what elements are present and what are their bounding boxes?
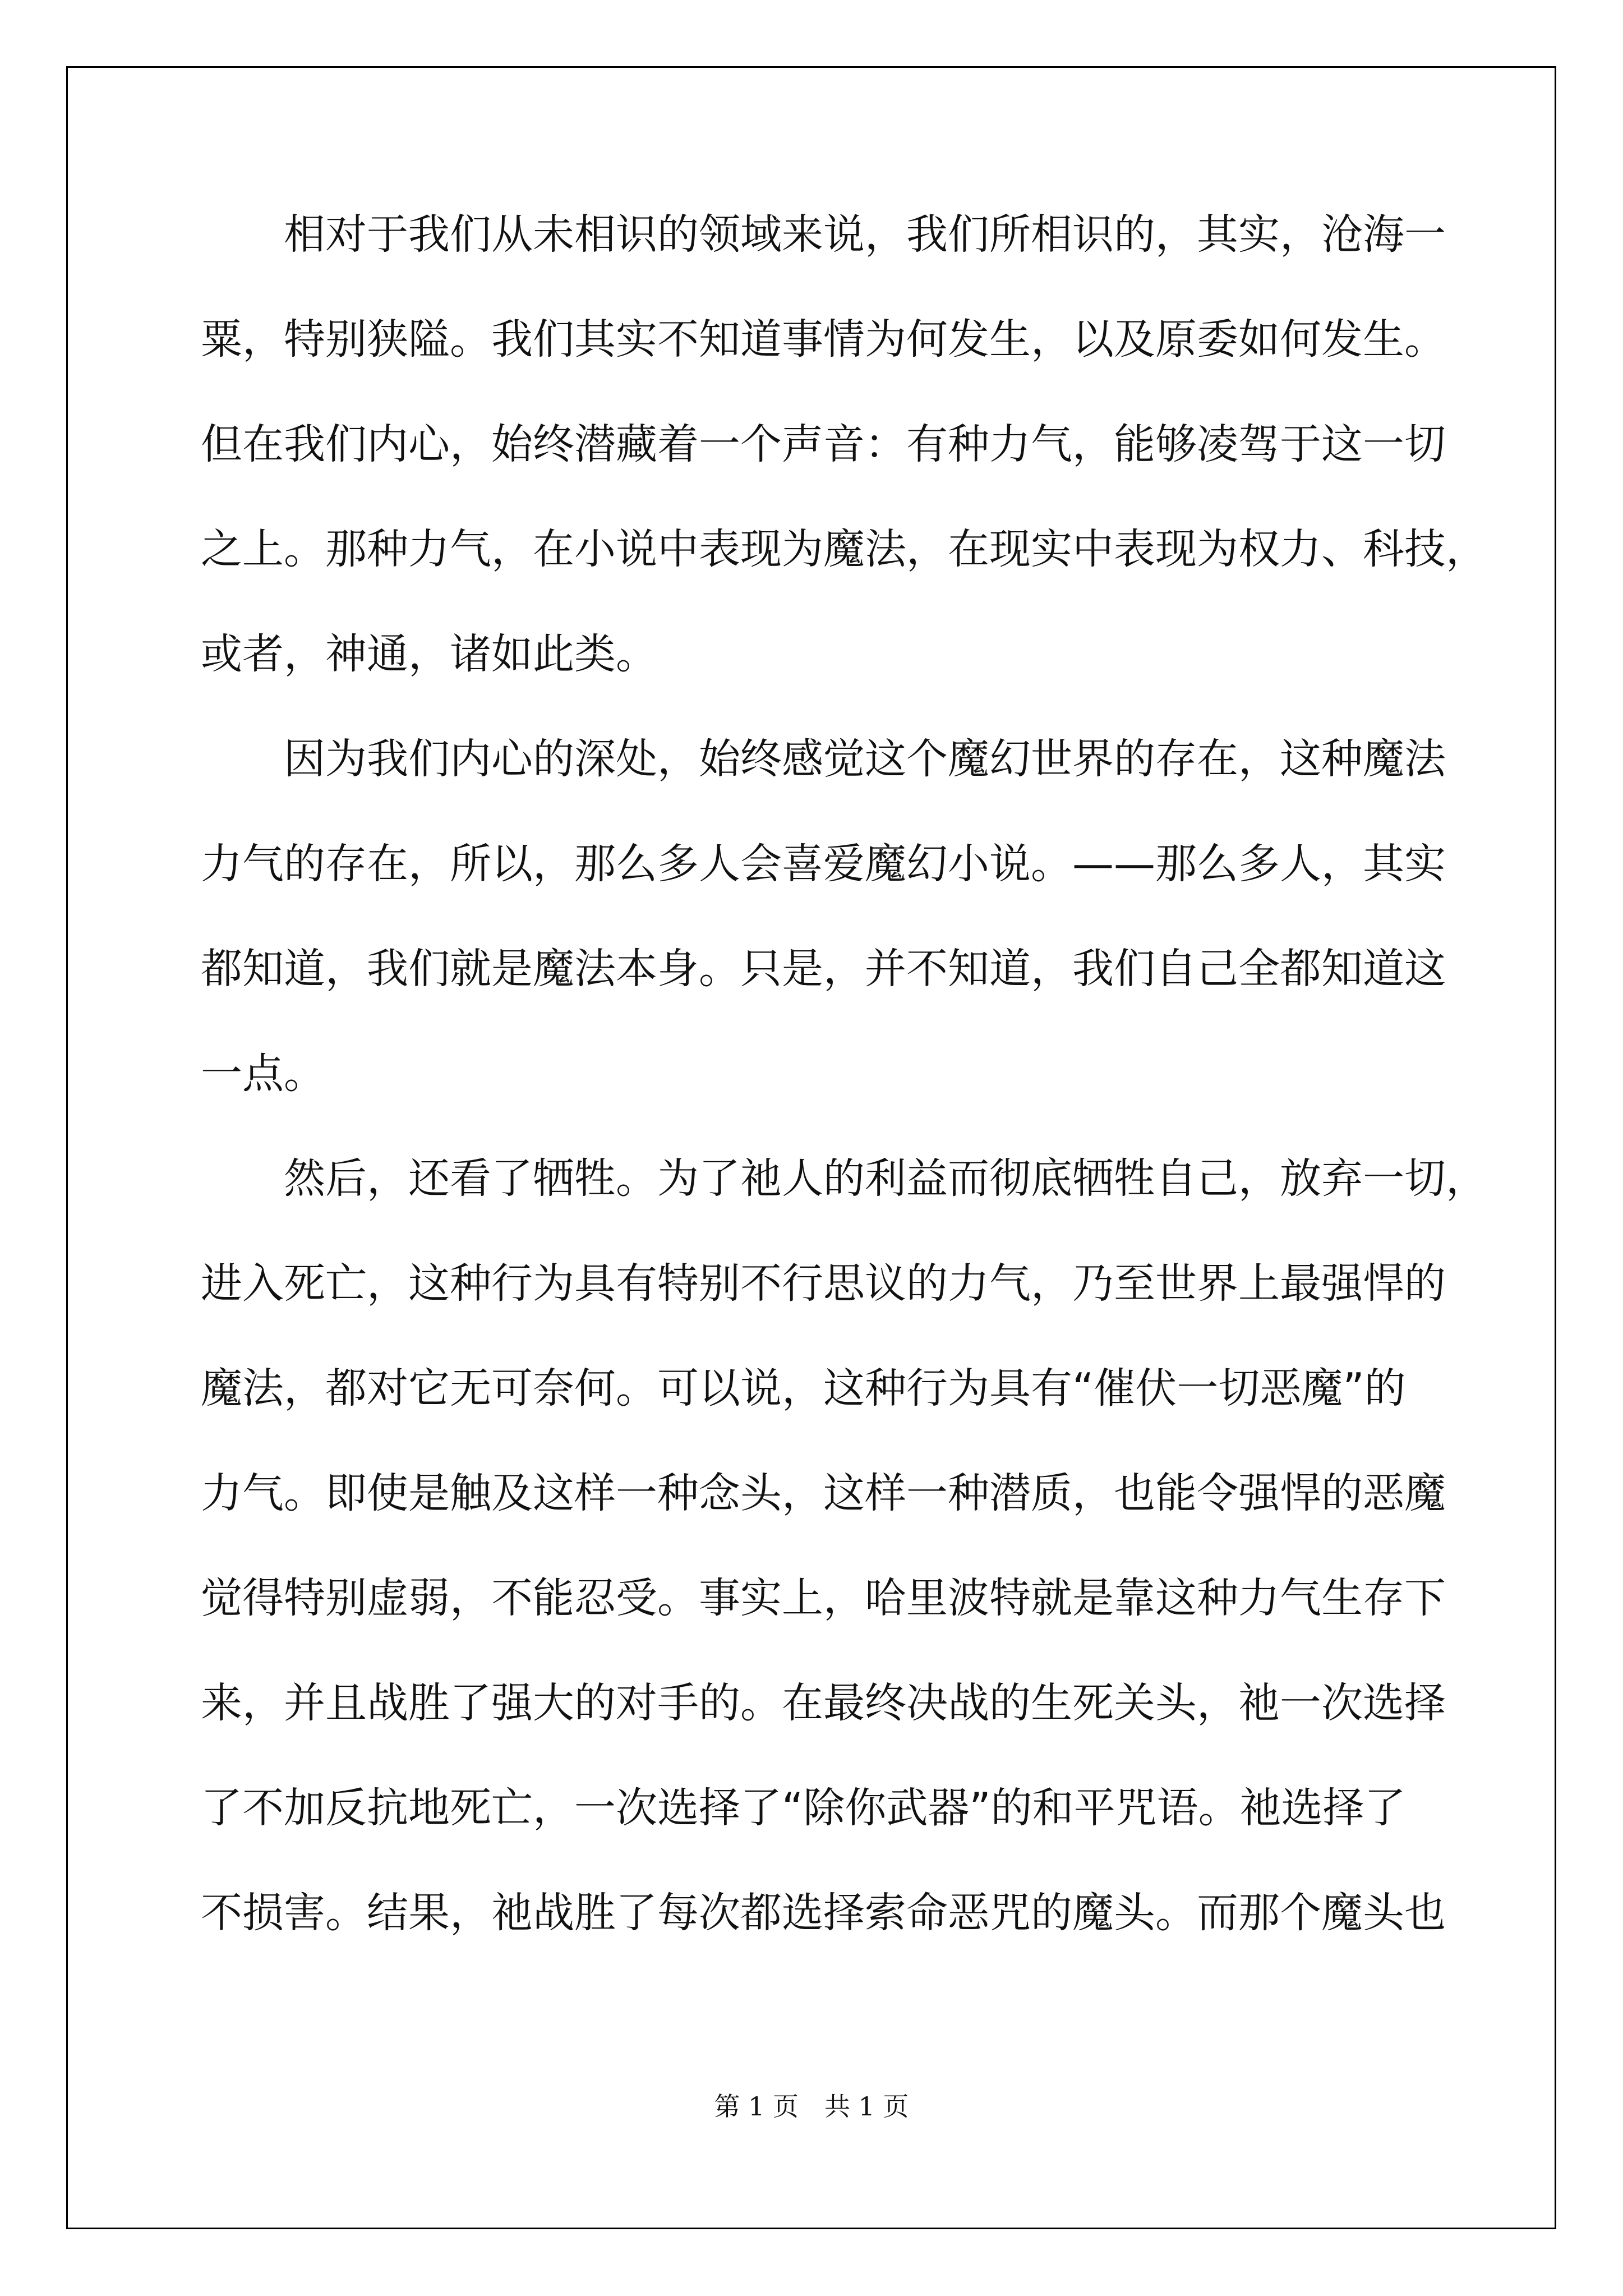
text-line: 觉得特别虚弱，不能忍受。事实上，哈里波特就是靠这种力气生存下 <box>201 1574 1446 1622</box>
text-line: 因为我们内心的深处，始终感觉这个魔幻世界的存在，这种魔法 <box>201 735 1446 783</box>
text-line: 一点。 <box>201 1050 325 1098</box>
text-line: 但在我们内心，始终潜藏着一个声音：有种力气，能够凌驾于这一切 <box>201 420 1446 468</box>
text-line: 力气。即使是触及这样一种念头，这样一种潜质，也能令强悍的恶魔 <box>201 1469 1446 1517</box>
text-line: 或者，神通，诸如此类。 <box>201 630 657 678</box>
text-line: 来，并且战胜了强大的对手的。在最终决战的生死关头，祂一次选择 <box>201 1679 1446 1727</box>
text-line: 不损害。结果，祂战胜了每次都选择索命恶咒的魔头。而那个魔头也 <box>201 1889 1446 1937</box>
text-line: 魔法，都对它无可奈何。可以说，这种行为具有“催伏一切恶魔”的 <box>201 1364 1406 1412</box>
text-line: 进入死亡，这种行为具有特别不行思议的力气，乃至世界上最强悍的 <box>201 1259 1446 1308</box>
text-line: 然后，还看了牺牲。为了祂人的利益而彻底牺牲自己，放弃一切， <box>201 1154 1487 1203</box>
text-line: 了不加反抗地死亡，一次选择了“除你武器”的和平咒语。祂选择了 <box>201 1784 1406 1832</box>
text-line: 都知道，我们就是魔法本身。只是，并不知道，我们自己全都知道这 <box>201 945 1446 993</box>
page-number-footer: 第 1 页 共 1 页 <box>714 2091 909 2122</box>
text-line: 粟，特别狭隘。我们其实不知道事情为何发生，以及原委如何发生。 <box>201 315 1446 364</box>
text-line: 之上。那种力气，在小说中表现为魔法，在现实中表现为权力、科技， <box>201 525 1487 573</box>
text-line: 相对于我们从未相识的领域来说，我们所相识的，其实，沧海一 <box>201 210 1446 259</box>
text-line: 力气的存在，所以，那么多人会喜爱魔幻小说。——那么多人，其实 <box>201 840 1446 888</box>
